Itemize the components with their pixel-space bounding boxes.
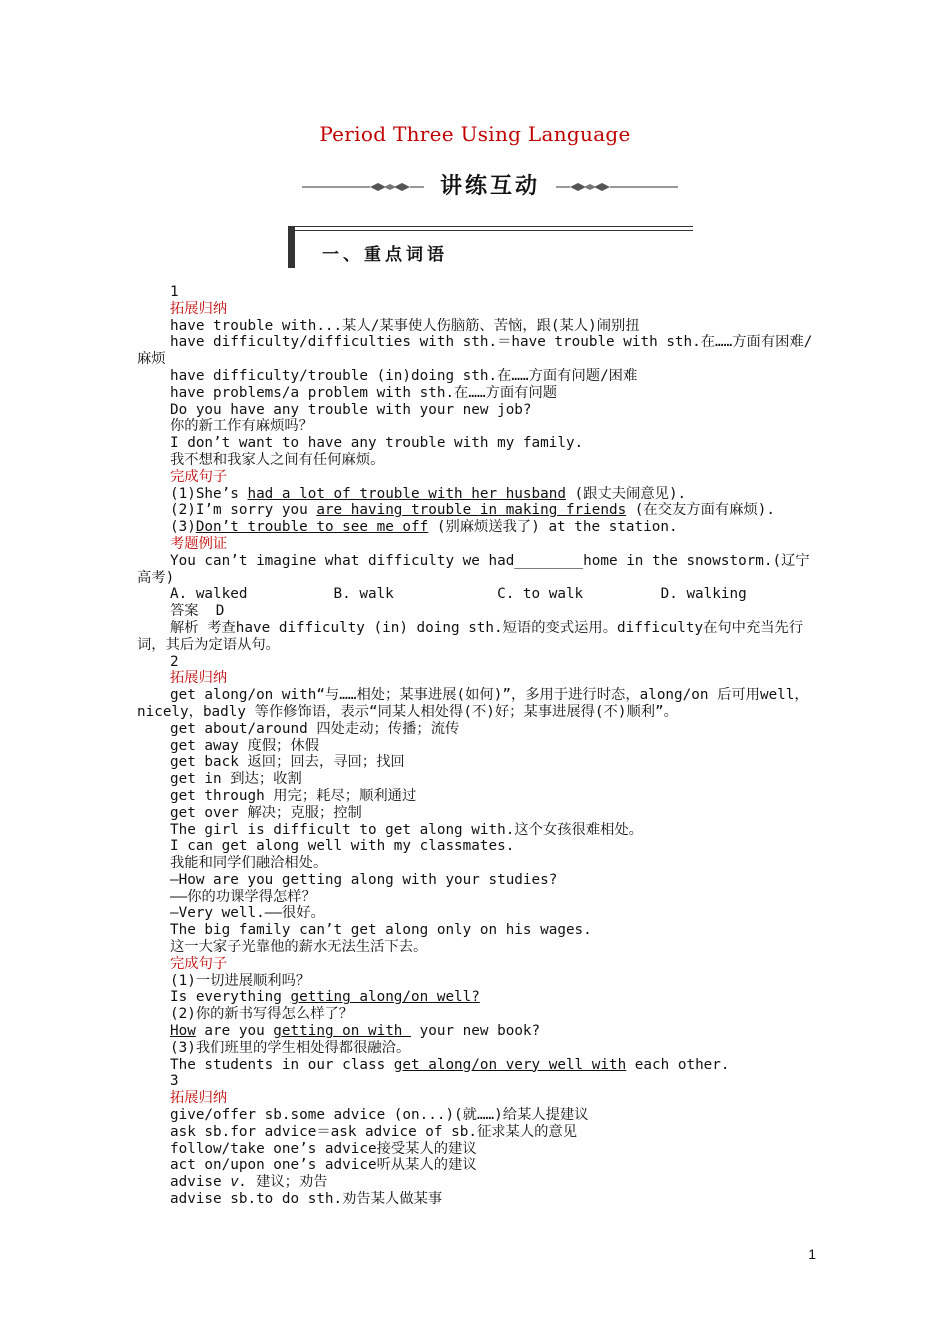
options-line: A. walked B. walk C. to walk D. walking <box>170 586 747 603</box>
exercise-line <box>137 989 817 1006</box>
text-line: have difficulty/difficulties with sth.＝have trouble with sth.在……方面有困难/麻烦 <box>137 334 813 368</box>
section-banner <box>300 170 680 204</box>
exercise-text: are you <box>195 1023 274 1040</box>
text-line: have trouble with...某人/某事使人伤脑筋、苦恼，跟(某人)闹别扭 <box>170 317 640 334</box>
text-line: have problems/a problem with sth.在……方面有问题 <box>170 384 558 401</box>
text-line: get through 用完；耗尽；顺利通过 <box>170 787 417 804</box>
subheading: 拓展归纳 <box>170 300 228 317</box>
text-line: get away 度假；休假 <box>170 737 319 754</box>
exercise-line <box>137 1023 817 1040</box>
text-line: 我不想和我家人之间有任何麻烦。 <box>170 451 385 468</box>
text-line: get along/on with“与……相处；某事进展(如何)”，多用于进行时态，along/on 后可用well，nicely，badly 等作修饰语，表示“同某人相处得(不)好；某事进展得(不)顺利”。 <box>137 687 809 720</box>
banner-title: 讲练互动 <box>439 174 540 199</box>
explanation-line: 解析 考查have difficulty (in) doing sth.短语的变式运用。difficulty在句中充当先行词，其后为定语从句。 <box>137 619 804 653</box>
exercise-line <box>137 486 817 503</box>
text-line: get back 返回；回去，寻回；找回 <box>170 754 405 771</box>
text-line: 你的新工作有麻烦吗？ <box>170 418 313 435</box>
exercise-line: (3)我们班里的学生相处得都很融洽。 <box>170 1039 411 1056</box>
exercise-prefix: (2)I’m sorry you <box>170 502 317 519</box>
text-line: I can get along well with my classmates. <box>170 838 515 855</box>
definition: 建议；劝告 <box>247 1174 328 1191</box>
exercise-suffix: (跟丈夫闹意见). <box>565 485 687 502</box>
text-line: The girl is difficult to get along with.这个女孩很难相处。 <box>170 821 643 838</box>
exercise-answer: are having trouble in making friends <box>316 502 627 519</box>
exercise-line <box>137 1057 817 1074</box>
text-line: advise sb.to do sth.劝告某人做某事 <box>170 1191 443 1208</box>
exercise-prefix: (1)She’s <box>170 485 248 502</box>
text-line: The big family can’t get along only on his wages. <box>170 922 592 939</box>
exercise-suffix: (别麻烦送我了) at the station. <box>428 519 678 536</box>
exercise-prefix: (3) <box>170 519 196 536</box>
exercise-answer: Don’t trouble to see me off <box>195 519 429 536</box>
exercise-answer: How <box>170 1023 196 1040</box>
text-line: give/offer sb.some advice (on...)(就……)给某人提建议 <box>170 1107 589 1124</box>
content-body <box>137 284 817 1208</box>
section-heading: 一、重点词语 <box>322 245 448 265</box>
exercise-line: (2)你的新书写得怎么样了？ <box>170 1006 354 1023</box>
exercise-line <box>137 502 817 519</box>
question-line: You can’t imagine what difficulty we had________home in the snowstorm.(辽宁高考) <box>137 552 810 586</box>
page-title: Period Three Using Language <box>319 122 631 146</box>
exercise-answer: getting along/on well? <box>290 989 480 1006</box>
item-number: 3 <box>170 1073 179 1090</box>
text-line: —How are you getting along with your studies? <box>170 871 558 888</box>
subheading: 拓展归纳 <box>170 1090 228 1107</box>
text-line: 这一大家子光靠他的薪水无法生活下去。 <box>170 939 428 956</box>
exercise-line: (1)一切进展顺利吗？ <box>170 972 311 989</box>
subheading: 拓展归纳 <box>170 670 228 687</box>
text-line: have difficulty/trouble (in)doing sth.在……方面有问题/困难 <box>170 367 638 384</box>
page-number: 1 <box>808 1246 816 1262</box>
text-line: get about/around 四处走动；传播；流传 <box>170 720 460 737</box>
section-bar <box>288 226 295 268</box>
subheading: 完成句子 <box>170 955 228 972</box>
text-line: —Very well.——很好。 <box>170 905 325 922</box>
exercise-suffix: each other. <box>626 1056 730 1073</box>
text-line: get in 到达；收割 <box>170 771 302 788</box>
answer-line: 答案 D <box>170 603 225 620</box>
text-line: follow/take one’s advice接受某人的建议 <box>170 1140 477 1157</box>
text-line: act on/upon one’s advice听从某人的建议 <box>170 1157 477 1174</box>
section-header-box <box>288 226 693 268</box>
exercise-suffix: your new book? <box>411 1023 541 1040</box>
text-line: get over 解决；克服；控制 <box>170 804 362 821</box>
word: advise <box>170 1174 231 1191</box>
exercise-answer: had a lot of trouble with her husband <box>247 485 566 502</box>
text-line: Do you have any trouble with your new job? <box>170 401 532 418</box>
exercise-prefix: The students in our class <box>170 1056 394 1073</box>
exercise-line <box>137 519 817 536</box>
section-rule <box>295 226 693 231</box>
exercise-answer: getting on with <box>273 1023 412 1040</box>
text-line: ——你的功课学得怎样？ <box>170 888 316 905</box>
exercise-answer: get along/on very well with <box>393 1056 627 1073</box>
subheading: 考题例证 <box>170 535 228 552</box>
part-of-speech: v. <box>230 1174 248 1191</box>
text-line: 我能和同学们融洽相处。 <box>170 855 328 872</box>
text-line: I don’t want to have any trouble with my family. <box>170 435 584 452</box>
item-number: 1 <box>170 284 179 300</box>
exercise-suffix: (在交友方面有麻烦). <box>626 502 776 519</box>
item-number: 2 <box>170 653 179 670</box>
exercise-prefix: Is everything <box>170 989 291 1006</box>
text-line <box>137 1174 817 1191</box>
subheading: 完成句子 <box>170 468 228 485</box>
text-line: ask sb.for advice＝ask advice of sb.征求某人的意见 <box>170 1123 578 1140</box>
